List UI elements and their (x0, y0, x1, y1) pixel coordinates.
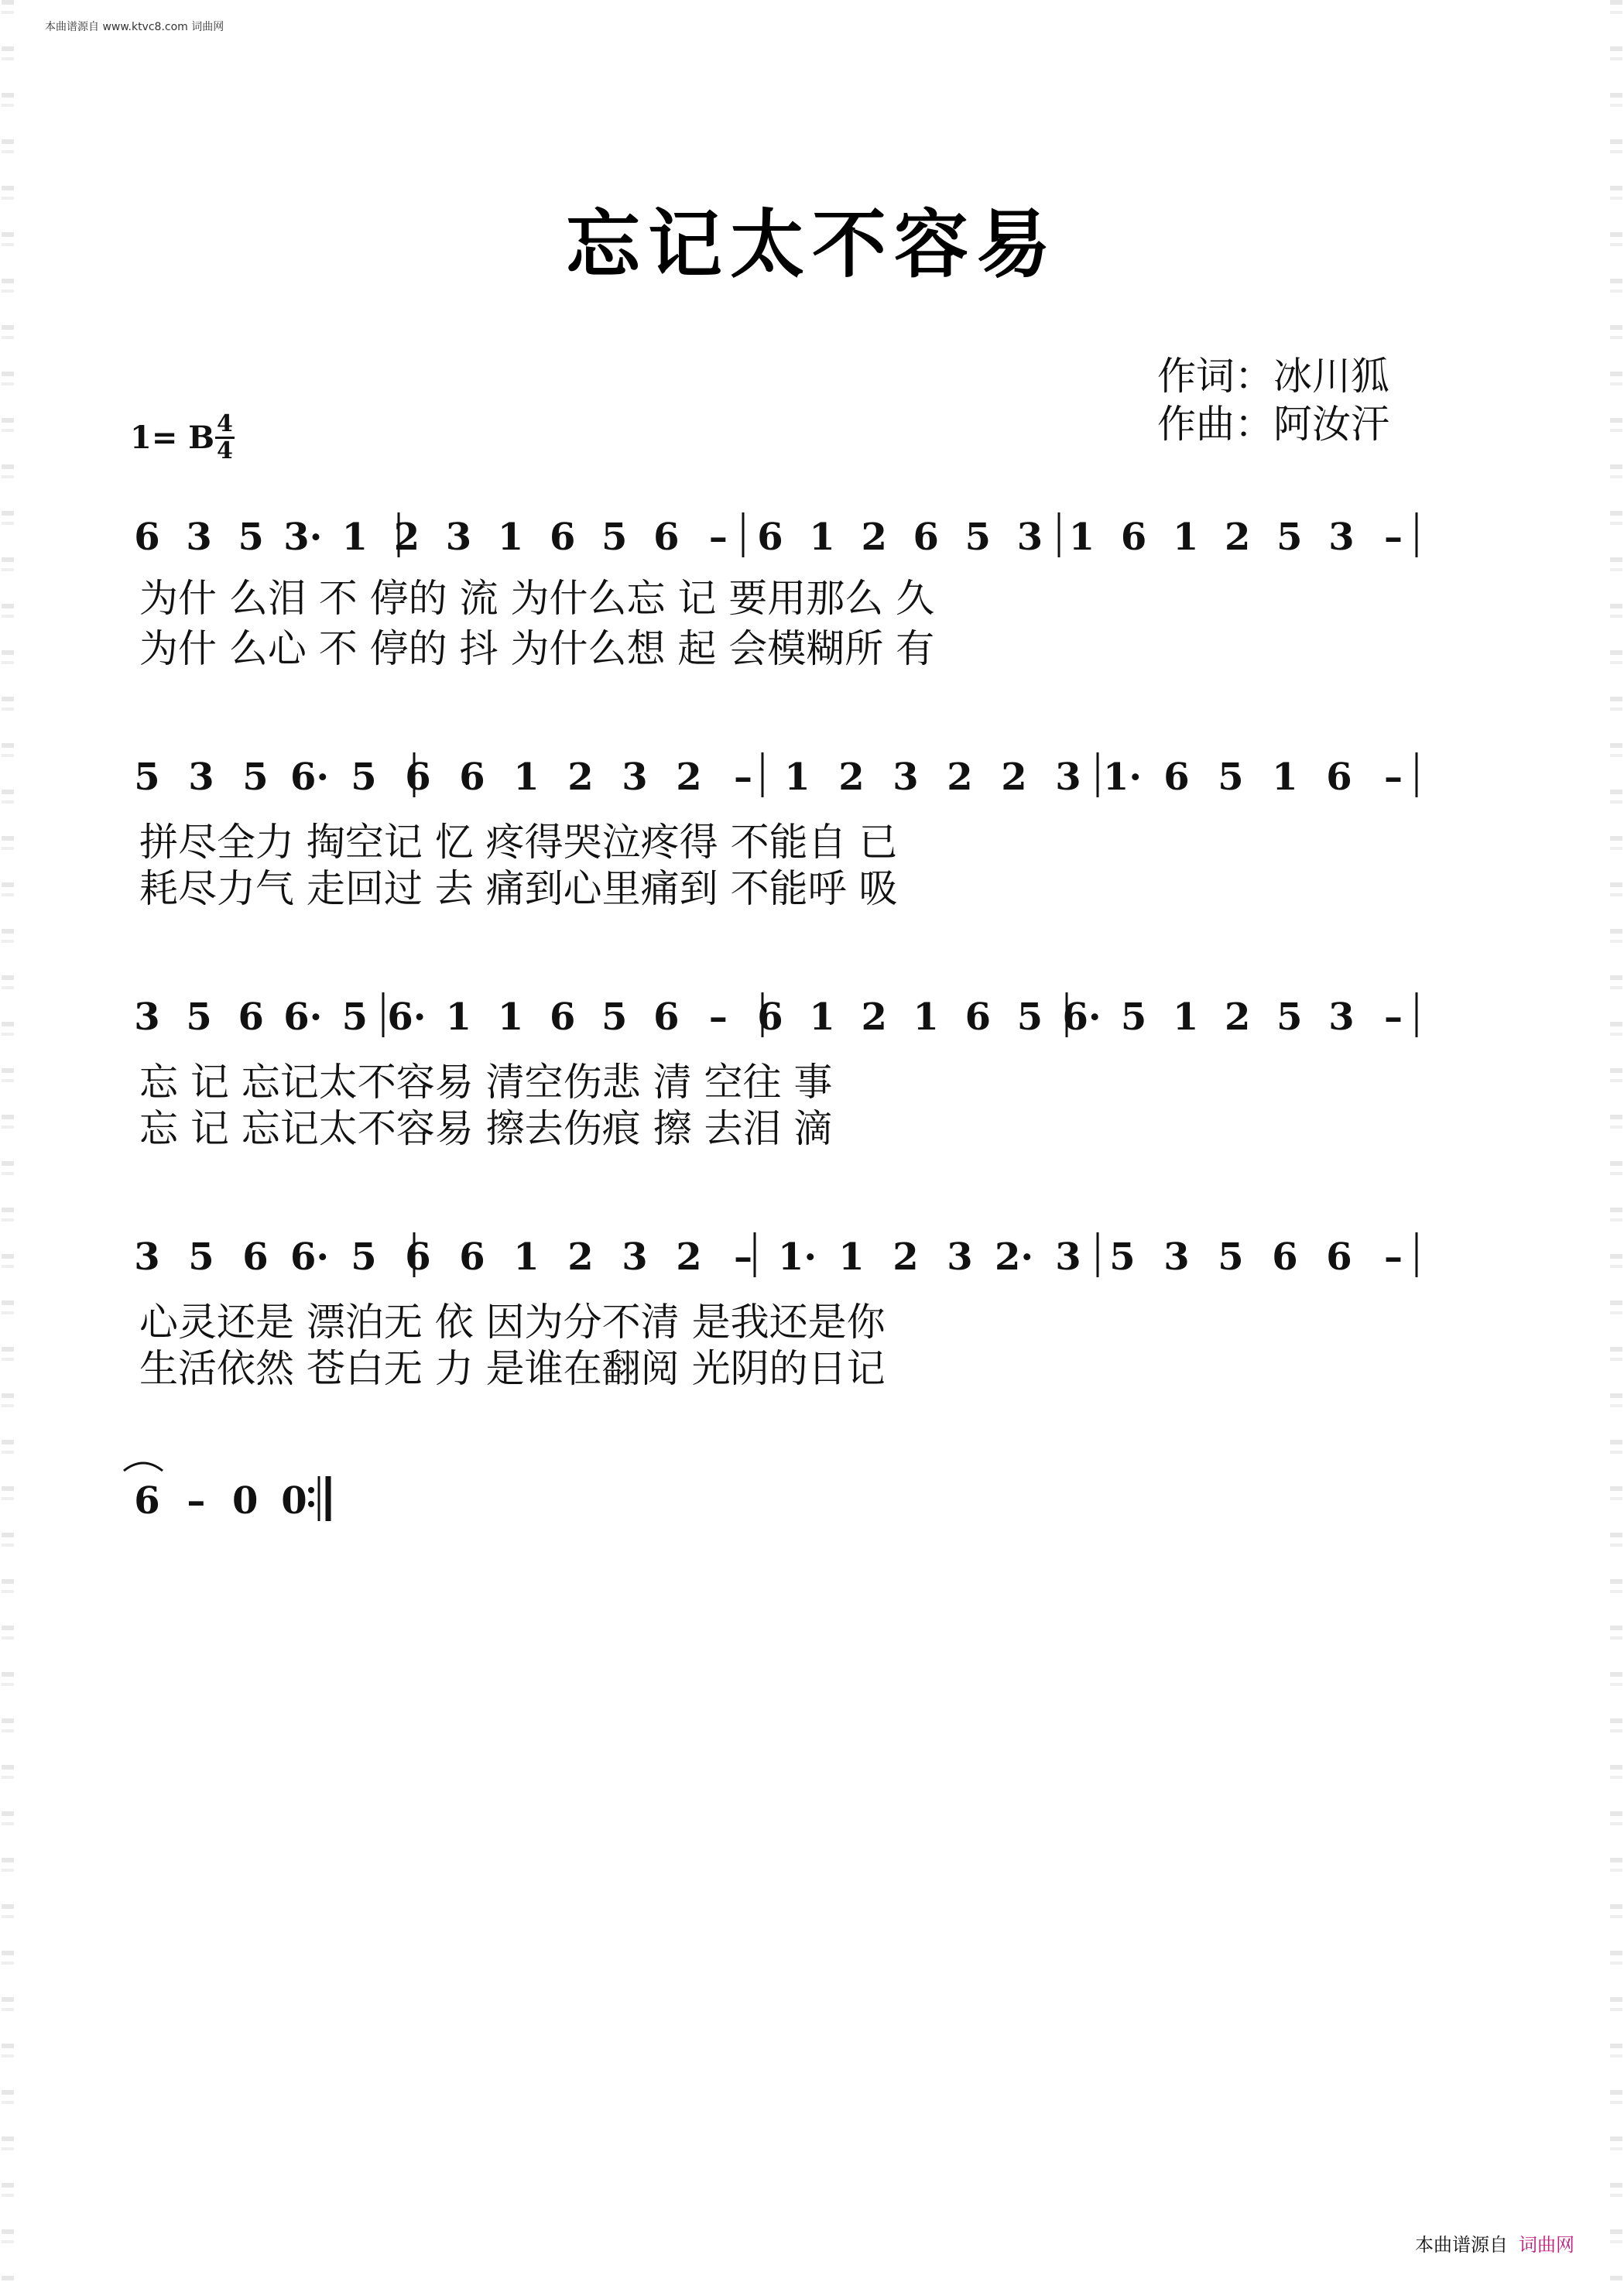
note: 6 (459, 756, 485, 799)
footer-site-name: 词曲网 (1519, 2234, 1574, 2256)
lyric-line: 为什 么心 不 停的 抖 为什么想 起 会模糊所 有 (139, 626, 935, 671)
note: 0 (231, 1479, 259, 1523)
note: 2 (861, 995, 887, 1039)
note: 1 (1172, 516, 1199, 559)
note: 6· (290, 756, 330, 799)
note: 6 (1163, 756, 1190, 799)
note: 5 (242, 756, 269, 799)
note: 3 (134, 1235, 160, 1279)
note: 6· (290, 1235, 330, 1279)
lyric-line: 拼尽全力 掏空记 忆 疼得哭泣疼得 不能自 已 (139, 820, 898, 865)
note: 3 (186, 516, 212, 559)
note: 5 (134, 756, 160, 799)
lyricist-credit: 作词：冰川狐 (1157, 354, 1389, 399)
note: 0 (281, 1479, 307, 1523)
note: 1 (809, 995, 835, 1039)
lyric-line: 忘 记 忘记太不容易 擦去伤痕 擦 去泪 滴 (139, 1106, 833, 1151)
note: 5 (964, 516, 992, 559)
note: 5 (1218, 1235, 1244, 1279)
footer-source-label: 本曲谱源自 (1415, 2234, 1508, 2256)
note: 5 (1276, 516, 1303, 559)
note: 1 (784, 756, 810, 799)
note: 3 (1163, 1235, 1190, 1279)
note: 3 (1055, 1235, 1081, 1279)
time-signature-numerator: 4 (217, 410, 233, 437)
song-title: 忘记太不容易 (566, 200, 1058, 288)
note: 5 (601, 516, 628, 559)
repeat-dot (308, 1501, 314, 1507)
note: 3 (188, 756, 214, 799)
note: 5 (351, 756, 377, 799)
note: 6 (549, 995, 576, 1039)
note: 2 (393, 516, 420, 559)
note: 3 (622, 1235, 648, 1279)
note: 1 (341, 516, 368, 559)
note: 6 (1326, 1235, 1352, 1279)
note: 1 (809, 516, 835, 559)
note: 3· (283, 516, 323, 559)
note: 6· (387, 995, 427, 1039)
note: 5 (1276, 995, 1303, 1039)
note: 3 (1016, 516, 1043, 559)
note: 5 (238, 516, 264, 559)
note: 2 (1225, 516, 1251, 559)
note: 1· (1102, 756, 1143, 799)
note: 3 (134, 995, 160, 1039)
note: 2 (1001, 756, 1027, 799)
note: 6 (459, 1235, 485, 1279)
composer-credit: 作曲：阿汝汗 (1157, 402, 1389, 447)
note: 1 (497, 516, 524, 559)
note: 2· (994, 1235, 1034, 1279)
note: – (187, 1479, 206, 1523)
lyric-line: 忘 记 忘记太不容易 清空伤悲 清 空往 事 (139, 1060, 833, 1105)
note: 6 (757, 995, 783, 1039)
note: 2 (567, 1235, 594, 1279)
tie-arc (124, 1463, 163, 1471)
lyric-line: 心灵还是 漂泊无 依 因为分不清 是我还是你 (139, 1300, 886, 1345)
note: 6 (242, 1235, 269, 1279)
note: 3 (893, 756, 919, 799)
note: 3 (1328, 995, 1355, 1039)
note: 5 (188, 1235, 214, 1279)
note: 5 (341, 995, 368, 1039)
note: 6 (134, 516, 160, 559)
note: 2 (947, 756, 973, 799)
note: 6 (405, 1235, 431, 1279)
note: 3 (947, 1235, 973, 1279)
note: 6 (653, 995, 680, 1039)
note: 6 (1326, 756, 1352, 799)
note: 1 (1068, 516, 1095, 559)
note: 5 (1016, 995, 1043, 1039)
time-signature-denominator: 4 (217, 437, 233, 464)
note: 2 (893, 1235, 919, 1279)
note: 2 (676, 1235, 702, 1279)
note: 3 (1328, 516, 1355, 559)
note: 2 (861, 516, 887, 559)
note: 6· (1062, 995, 1102, 1039)
lyric-line: 耗尽力气 走回过 去 痛到心里痛到 不能呼 吸 (139, 866, 898, 911)
note: 5 (1109, 1235, 1136, 1279)
note: 2 (676, 756, 702, 799)
note: 6 (913, 516, 939, 559)
key-signature: 1= B (130, 420, 215, 456)
header-source-note: 本曲谱源自 www.ktvc8.com 词曲网 (45, 21, 224, 33)
repeat-dot (308, 1487, 314, 1493)
note: 1 (445, 995, 472, 1039)
note: – (1384, 516, 1403, 559)
note: 2 (567, 756, 594, 799)
note: 1 (913, 995, 939, 1039)
note: 1 (513, 1235, 540, 1279)
note: – (734, 756, 752, 799)
note: 6 (405, 756, 431, 799)
note: 1 (1172, 995, 1199, 1039)
note: 6 (1120, 516, 1147, 559)
note: 1 (1272, 756, 1298, 799)
note: – (708, 995, 728, 1039)
note: 6 (134, 1479, 160, 1523)
note: 5 (1218, 756, 1244, 799)
note: 3 (445, 516, 472, 559)
note: – (1384, 1235, 1403, 1279)
note: 3 (1055, 756, 1081, 799)
note: 5 (186, 995, 212, 1039)
note: – (708, 516, 728, 559)
note: 6 (653, 516, 680, 559)
note: 6· (283, 995, 323, 1039)
note: 1 (513, 756, 540, 799)
note: 6 (238, 995, 264, 1039)
note: 1 (497, 995, 524, 1039)
note: – (1384, 756, 1403, 799)
lyric-line: 生活依然 苍白无 力 是谁在翻阅 光阴的日记 (139, 1346, 886, 1391)
note: 5 (351, 1235, 377, 1279)
note: 2 (1225, 995, 1251, 1039)
note: – (734, 1235, 752, 1279)
lyric-line: 为什 么泪 不 停的 流 为什么忘 记 要用那么 久 (139, 576, 935, 621)
note: 5 (601, 995, 628, 1039)
note: 6 (1272, 1235, 1298, 1279)
note: 1 (838, 1235, 865, 1279)
note: 6 (964, 995, 992, 1039)
note: – (1384, 995, 1403, 1039)
note: 6 (549, 516, 576, 559)
note: 6 (757, 516, 783, 559)
note: 1· (777, 1235, 817, 1279)
note: 2 (838, 756, 865, 799)
note: 5 (1120, 995, 1147, 1039)
footer-source (1415, 2229, 1574, 2256)
note: 3 (622, 756, 648, 799)
